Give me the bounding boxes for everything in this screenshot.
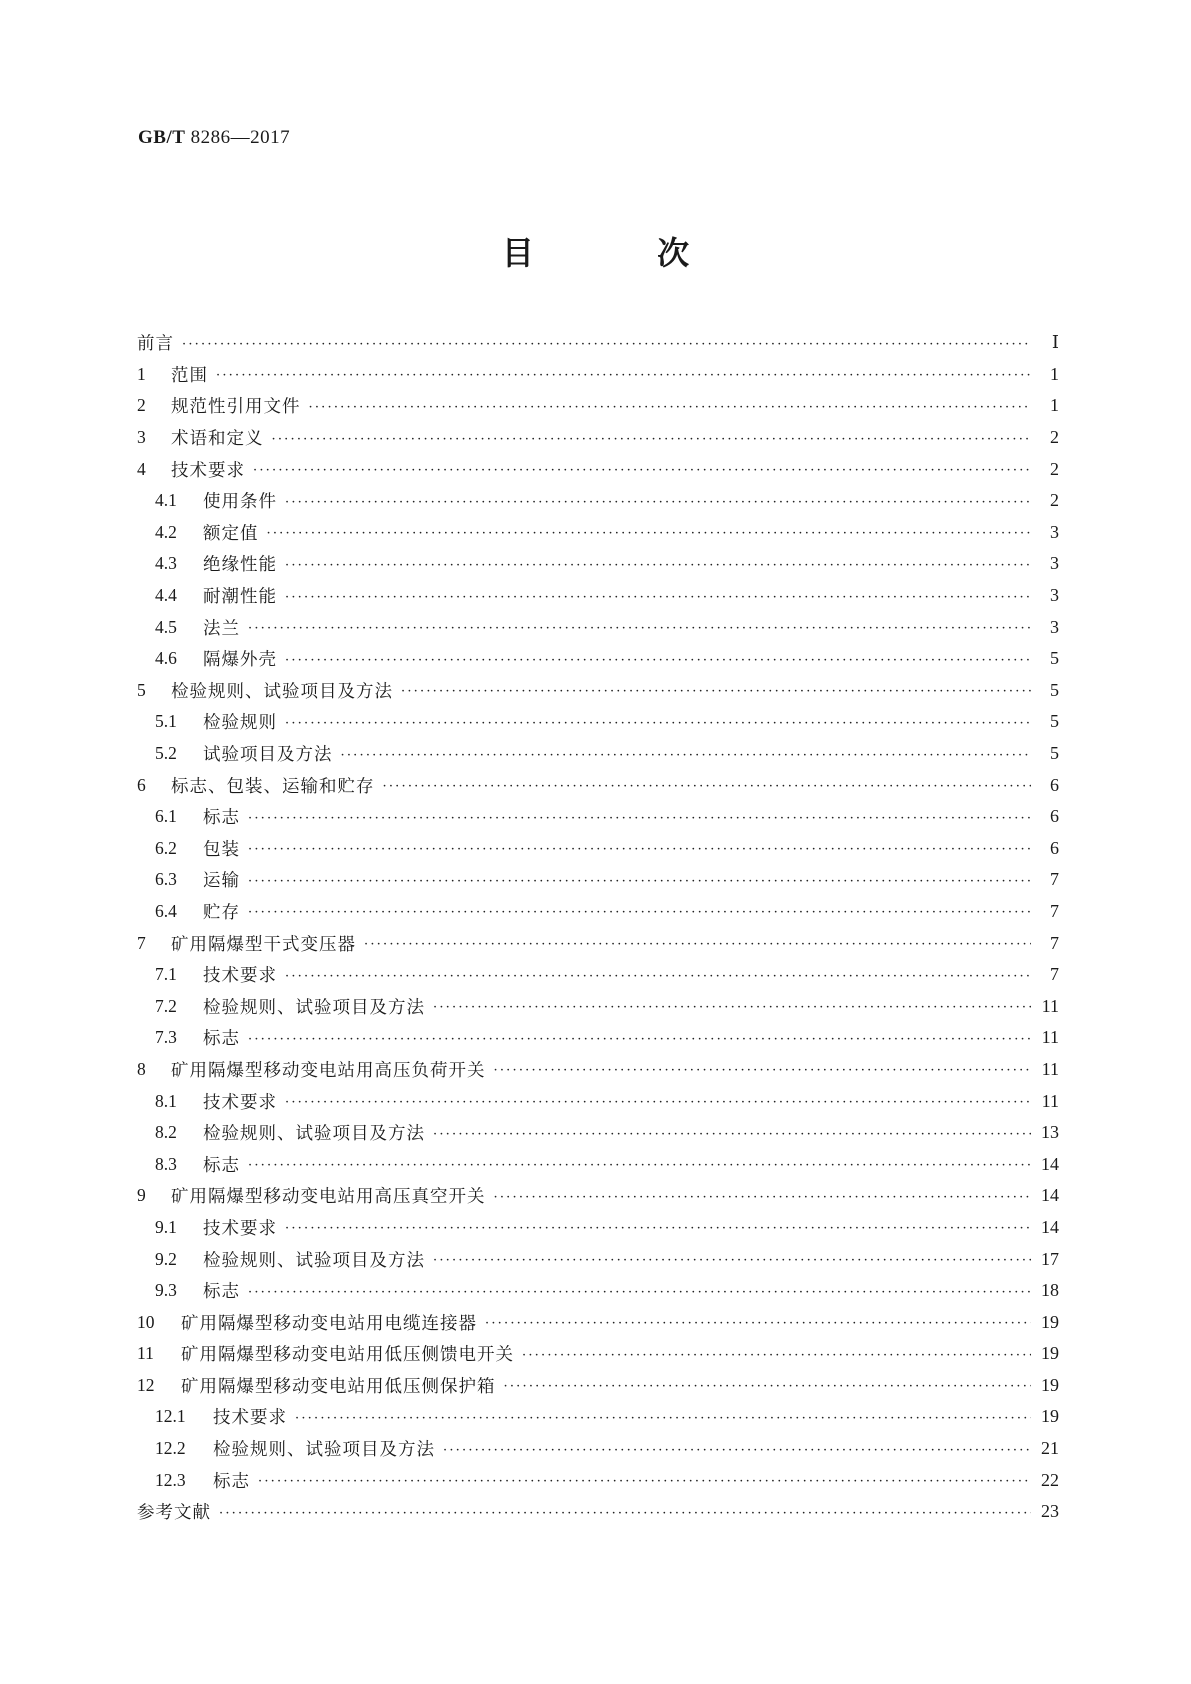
toc-entry-label: 矿用隔爆型移动变电站用高压负荷开关 [171, 1060, 486, 1081]
toc-entry-number: 7.2 [155, 995, 177, 1016]
toc-entry-label: 运输 [203, 871, 240, 892]
dot-leader [383, 780, 1032, 794]
toc-entry-page: 22 [1041, 1469, 1059, 1490]
toc-entry-number: 6.4 [155, 900, 177, 921]
toc-entry-number: 9.2 [155, 1248, 177, 1269]
toc-entry-number: 5.2 [155, 743, 177, 764]
standard-code-prefix: GB/T [138, 127, 186, 148]
dot-leader [401, 685, 1031, 699]
toc-entry-number: 6.1 [155, 806, 177, 827]
toc-entry-number: 1 [137, 363, 146, 384]
toc-entry[interactable] [137, 1085, 1059, 1117]
toc-entry-page: 19 [1041, 1311, 1059, 1332]
toc-entry-page: 1 [1050, 363, 1059, 384]
toc-entry[interactable] [137, 1275, 1059, 1307]
dot-leader [309, 401, 1032, 415]
toc-entry-label: 绝缘性能 [203, 555, 277, 576]
toc-entry[interactable] [137, 1338, 1059, 1370]
toc-entry[interactable] [137, 580, 1059, 612]
toc-entry-page: 2 [1050, 490, 1059, 511]
toc-entry-label: 标志 [213, 1471, 250, 1492]
toc-entry-number: 4.1 [155, 490, 177, 511]
toc-entry-number: 7 [137, 932, 146, 953]
toc-entry[interactable] [137, 1148, 1059, 1180]
dot-leader [364, 938, 1031, 952]
toc-entry[interactable] [137, 675, 1059, 707]
toc-entry-label: 检验规则、试验项目及方法 [171, 681, 393, 702]
dot-leader [267, 527, 1032, 541]
dot-leader [433, 1001, 1031, 1015]
toc-entry[interactable] [137, 422, 1059, 454]
toc-entry-label: 标志 [203, 1282, 240, 1303]
toc-entry-page: 18 [1041, 1280, 1059, 1301]
toc-entry[interactable] [137, 833, 1059, 865]
dot-leader [285, 496, 1031, 510]
toc-entry-label: 技术要求 [171, 460, 245, 481]
toc-entry[interactable] [137, 390, 1059, 422]
toc-entry-label: 矿用隔爆型干式变压器 [171, 934, 356, 955]
dot-leader [285, 1096, 1031, 1110]
toc-entry-page: 11 [1041, 1090, 1059, 1111]
toc-entry-label: 规范性引用文件 [171, 397, 301, 418]
table-of-contents [137, 327, 1059, 1528]
toc-entry-label: 参考文献 [137, 1503, 211, 1524]
toc-entry-label: 技术要求 [203, 1218, 277, 1239]
toc-entry-number: 9 [137, 1185, 146, 1206]
toc-entry-page: 3 [1050, 616, 1059, 637]
toc-entry-label: 试验项目及方法 [203, 745, 333, 766]
toc-entry-label: 检验规则、试验项目及方法 [203, 997, 425, 1018]
toc-entry-page: 5 [1050, 679, 1059, 700]
toc-entry[interactable] [137, 359, 1059, 391]
toc-entry[interactable] [137, 643, 1059, 675]
toc-entry-page: 3 [1050, 521, 1059, 542]
dot-leader [248, 1033, 1031, 1047]
toc-entry-label: 标志 [203, 808, 240, 829]
toc-entry-page: 2 [1050, 458, 1059, 479]
standard-code-number: 8286—2017 [190, 127, 291, 148]
toc-entry-page: 6 [1050, 774, 1059, 795]
dot-leader [248, 622, 1031, 636]
toc-entry-number: 8.2 [155, 1122, 177, 1143]
dot-leader [285, 717, 1031, 731]
toc-entry-number: 4.6 [155, 648, 177, 669]
toc-entry-number: 7.3 [155, 1027, 177, 1048]
toc-entry-page: 19 [1041, 1406, 1059, 1427]
toc-entry-number: 6.2 [155, 837, 177, 858]
toc-entry-page: 11 [1041, 995, 1059, 1016]
page-title: 目 次 [501, 234, 746, 272]
toc-entry-page: Ⅰ [1051, 332, 1059, 353]
toc-entry-page: 11 [1041, 1027, 1059, 1048]
toc-entry-label: 检验规则、试验项目及方法 [203, 1124, 425, 1145]
toc-entry-page: 14 [1041, 1153, 1059, 1174]
toc-entry-label: 贮存 [203, 902, 240, 923]
toc-entry-page: 6 [1050, 806, 1059, 827]
dot-leader [494, 1191, 1032, 1205]
toc-entry-label: 矿用隔爆型移动变电站用电缆连接器 [181, 1313, 477, 1334]
toc-entry[interactable] [137, 801, 1059, 833]
dot-leader [253, 464, 1031, 478]
toc-entry-number: 4.4 [155, 585, 177, 606]
toc-entry[interactable] [137, 706, 1059, 738]
toc-entry-number: 3 [137, 427, 146, 448]
toc-entry[interactable] [137, 1212, 1059, 1244]
toc-entry[interactable] [137, 1401, 1059, 1433]
toc-entry-number: 12.1 [155, 1406, 186, 1427]
toc-entry[interactable] [137, 959, 1059, 991]
dot-leader [248, 812, 1031, 826]
toc-entry-label: 矿用隔爆型移动变电站用低压侧馈电开关 [181, 1345, 514, 1366]
toc-entry-label: 检验规则 [203, 713, 277, 734]
toc-entry-number: 7.1 [155, 964, 177, 985]
toc-entry-label: 前言 [137, 334, 174, 355]
toc-entry-page: 14 [1041, 1185, 1059, 1206]
toc-entry-page: 19 [1041, 1343, 1059, 1364]
toc-entry-number: 11 [137, 1343, 154, 1364]
toc-entry-number: 5 [137, 679, 146, 700]
toc-entry-label: 耐潮性能 [203, 587, 277, 608]
toc-entry-page: 5 [1050, 711, 1059, 732]
toc-entry-number: 4.3 [155, 553, 177, 574]
toc-entry-page: 23 [1041, 1501, 1059, 1522]
toc-entry-page: 3 [1050, 553, 1059, 574]
toc-entry-label: 法兰 [203, 618, 240, 639]
toc-entry-number: 12.2 [155, 1438, 186, 1459]
toc-entry[interactable] [137, 485, 1059, 517]
toc-entry[interactable] [137, 1464, 1059, 1496]
toc-entry-label: 检验规则、试验项目及方法 [203, 1250, 425, 1271]
toc-entry[interactable] [137, 1433, 1059, 1465]
dot-leader [248, 906, 1031, 920]
toc-entry-page: 17 [1041, 1248, 1059, 1269]
toc-entry-page: 21 [1041, 1438, 1059, 1459]
toc-entry-label: 额定值 [203, 523, 259, 544]
dot-leader [504, 1380, 1032, 1394]
toc-entry-number: 9.3 [155, 1280, 177, 1301]
toc-entry-label: 技术要求 [203, 1092, 277, 1113]
standard-code [138, 127, 290, 149]
toc-entry-page: 13 [1041, 1122, 1059, 1143]
toc-entry-label: 检验规则、试验项目及方法 [213, 1440, 435, 1461]
toc-entry[interactable] [137, 453, 1059, 485]
toc-entry-label: 技术要求 [213, 1408, 287, 1429]
toc-entry-page: 14 [1041, 1216, 1059, 1237]
toc-entry-page: 2 [1050, 427, 1059, 448]
toc-entry-label: 标志、包装、运输和贮存 [171, 776, 375, 797]
toc-entry-number: 8 [137, 1058, 146, 1079]
toc-entry-page: 5 [1050, 743, 1059, 764]
toc-entry[interactable] [137, 1243, 1059, 1275]
toc-entry-number: 4.5 [155, 616, 177, 637]
toc-entry-label: 矿用隔爆型移动变电站用高压真空开关 [171, 1187, 486, 1208]
toc-entry[interactable] [137, 1022, 1059, 1054]
toc-entry[interactable] [137, 769, 1059, 801]
toc-entry-label: 标志 [203, 1155, 240, 1176]
toc-entry[interactable] [137, 1180, 1059, 1212]
toc-entry-label: 使用条件 [203, 492, 277, 513]
toc-entry[interactable] [137, 548, 1059, 580]
dot-leader [216, 369, 1031, 383]
toc-entry-label: 隔爆外壳 [203, 650, 277, 671]
toc-entry-page: 5 [1050, 648, 1059, 669]
dot-leader [285, 970, 1031, 984]
toc-entry-number: 8.1 [155, 1090, 177, 1111]
toc-entry[interactable] [137, 1306, 1059, 1338]
toc-entry-number: 10 [137, 1311, 155, 1332]
toc-entry-page: 7 [1050, 900, 1059, 921]
dot-leader [433, 1254, 1031, 1268]
dot-leader [248, 1159, 1031, 1173]
toc-entry[interactable] [137, 1117, 1059, 1149]
toc-entry-page: 7 [1050, 932, 1059, 953]
dot-leader [443, 1444, 1031, 1458]
toc-entry-label: 包装 [203, 839, 240, 860]
dot-leader [248, 843, 1031, 857]
toc-entry-page: 6 [1050, 837, 1059, 858]
toc-entry[interactable] [137, 927, 1059, 959]
toc-entry-number: 12 [137, 1374, 155, 1395]
toc-entry-number: 8.3 [155, 1153, 177, 1174]
dot-leader [272, 433, 1032, 447]
dot-leader [341, 749, 1032, 763]
dot-leader [219, 1507, 1031, 1521]
toc-entry[interactable] [137, 864, 1059, 896]
toc-entry-label: 矿用隔爆型移动变电站用低压侧保护箱 [181, 1376, 496, 1397]
toc-entry[interactable] [137, 327, 1059, 359]
toc-entry-number: 12.3 [155, 1469, 186, 1490]
toc-entry[interactable] [137, 517, 1059, 549]
toc-entry[interactable] [137, 1370, 1059, 1402]
dot-leader [485, 1317, 1031, 1331]
toc-entry-page: 1 [1050, 395, 1059, 416]
dot-leader [248, 875, 1031, 889]
toc-entry-page: 11 [1041, 1058, 1059, 1079]
toc-entry-number: 4.2 [155, 521, 177, 542]
toc-entry[interactable] [137, 896, 1059, 928]
toc-entry[interactable] [137, 738, 1059, 770]
toc-entry-label: 术语和定义 [171, 429, 264, 450]
dot-leader [182, 338, 1031, 352]
toc-entry[interactable] [137, 990, 1059, 1022]
toc-entry-number: 9.1 [155, 1216, 177, 1237]
toc-entry-number: 2 [137, 395, 146, 416]
toc-entry-number: 5.1 [155, 711, 177, 732]
dot-leader [285, 559, 1031, 573]
dot-leader [285, 654, 1031, 668]
toc-entry[interactable] [137, 1496, 1059, 1528]
toc-entry-number: 6.3 [155, 869, 177, 890]
dot-leader [295, 1412, 1031, 1426]
dot-leader [494, 1064, 1032, 1078]
toc-entry-label: 技术要求 [203, 966, 277, 987]
toc-entry[interactable] [137, 1054, 1059, 1086]
toc-entry-label: 范围 [171, 365, 208, 386]
dot-leader [433, 1128, 1031, 1142]
toc-entry-number: 4 [137, 458, 146, 479]
dot-leader [258, 1475, 1031, 1489]
toc-entry-label: 标志 [203, 1029, 240, 1050]
toc-entry-page: 7 [1050, 964, 1059, 985]
dot-leader [248, 1286, 1031, 1300]
dot-leader [285, 591, 1031, 605]
dot-leader [285, 1222, 1031, 1236]
toc-entry-page: 3 [1050, 585, 1059, 606]
toc-entry-page: 7 [1050, 869, 1059, 890]
toc-entry-number: 6 [137, 774, 146, 795]
dot-leader [522, 1349, 1031, 1363]
toc-entry-page: 19 [1041, 1374, 1059, 1395]
toc-entry[interactable] [137, 611, 1059, 643]
